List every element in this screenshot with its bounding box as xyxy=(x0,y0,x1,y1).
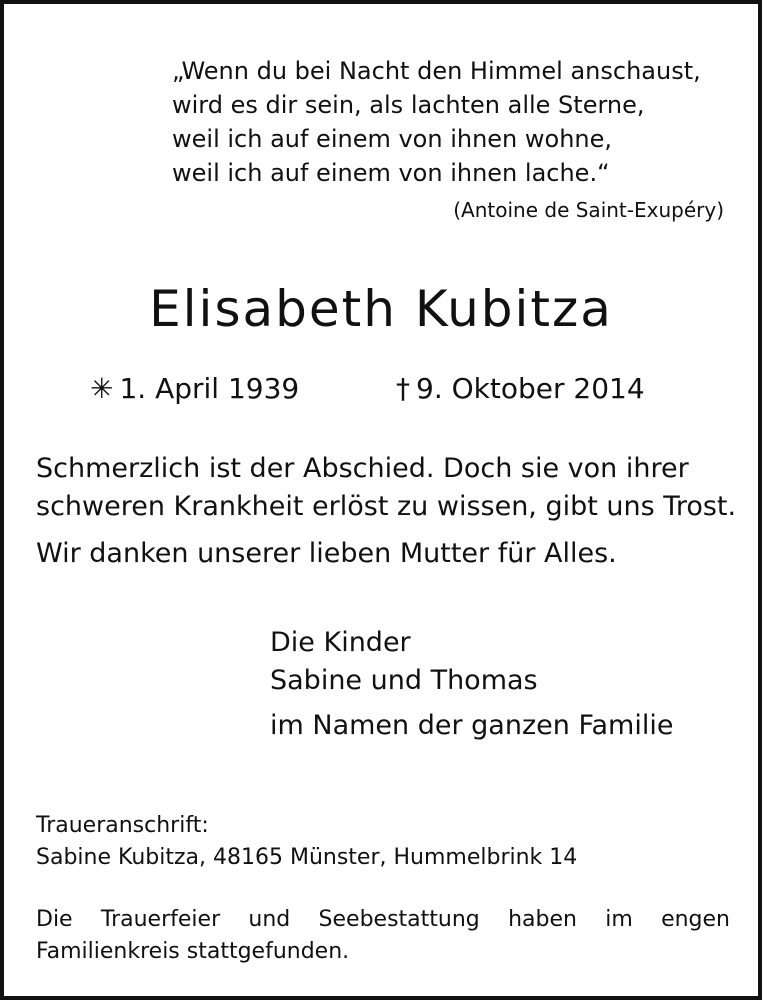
birth-date: 1. April 1939 xyxy=(119,372,300,405)
notice-line: Familienkreis stattgefunden. xyxy=(36,939,350,964)
death-cross-icon: † xyxy=(396,372,410,405)
quote-author: (Antoine de Saint-Exupéry) xyxy=(453,198,724,222)
notice-line: Die Trauerfeier und Seebestattung haben im engen xyxy=(36,907,730,932)
address-block xyxy=(36,810,577,874)
signers-line: Sabine und Thomas xyxy=(270,665,538,696)
quote-line: weil ich auf einem von ihnen lache.“ xyxy=(172,159,610,187)
signers-line: im Namen der ganzen Familie xyxy=(270,710,674,741)
signers-line: Die Kinder xyxy=(270,627,411,658)
message-line: Schmerzlich ist der Abschied. Doch sie von ihrer xyxy=(36,453,689,484)
quote-line: weil ich auf einem von ihnen wohne, xyxy=(172,125,613,153)
address-value: Sabine Kubitza, 48165 Münster, Hummelbrink 14 xyxy=(36,845,578,870)
death-date: 9. Oktober 2014 xyxy=(416,372,645,405)
birth-date-line xyxy=(90,372,299,405)
death-date-line xyxy=(396,372,645,405)
quote-block xyxy=(172,54,701,190)
signers-block xyxy=(270,624,673,745)
funeral-notice xyxy=(36,904,730,968)
quote-line: wird es dir sein, als lachten alle Sterne, xyxy=(172,91,645,119)
quote-line: „Wenn du bei Nacht den Himmel anschaust, xyxy=(172,57,701,85)
thanks-line: Wir danken unserer lieben Mutter für Alles. xyxy=(36,538,617,569)
deceased-name: Elisabeth Kubitza xyxy=(149,280,613,338)
address-label: Traueranschrift: xyxy=(36,813,209,838)
birth-star-icon: ✳ xyxy=(90,372,114,405)
condolence-message xyxy=(36,450,736,573)
message-line: schweren Krankheit erlöst zu wissen, gibt uns Trost. xyxy=(36,491,737,522)
